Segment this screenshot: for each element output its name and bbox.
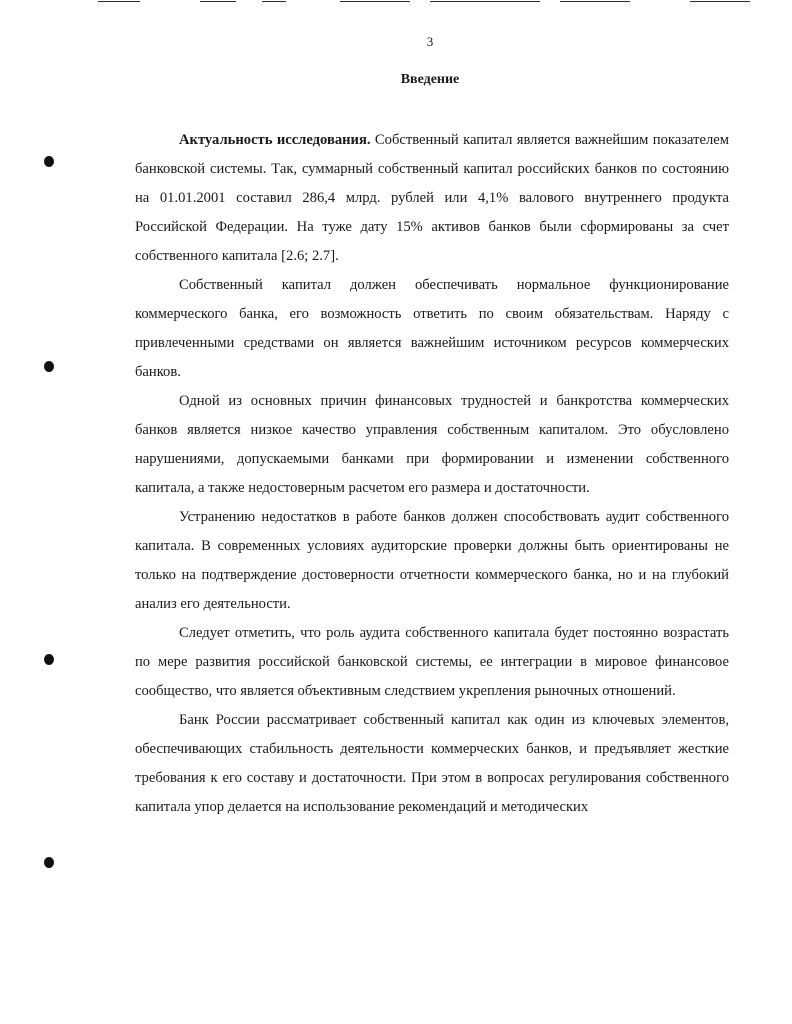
- scan-artifact-top-4: [340, 1, 410, 2]
- punch-hole-2: [44, 361, 54, 372]
- punch-hole-4: [44, 857, 54, 868]
- scan-artifact-top-1: [98, 1, 140, 2]
- scan-artifact-top-3: [262, 1, 286, 2]
- scan-artifact-top-7: [690, 1, 750, 2]
- paragraph-2: Собственный капитал должен обеспечивать нормальное функционирование коммерческого банка, его возможность ответить по своим обязательствам. Наряду с привлеченными средствами он является важнейшим источником ресурсов коммерческих банков.: [135, 277, 729, 380]
- paragraph-3: Одной из основных причин финансовых трудностей и банкротства коммерческих банков является низкое качество управления собственным капиталом. Это обусловлено нарушениями, допускаемыми банками при формировании и изменении собственного капитала, а также недостоверным расчетом его размера и достаточности.: [135, 393, 729, 496]
- page-number: 3: [426, 34, 434, 49]
- paragraph-4: Устранению недостатков в работе банков должен способствовать аудит собственного капитала. В современных условиях аудиторские проверки должны быть ориентированы не только на подтверждение достоверности отчетности коммерческого банка, но и на глубокий анализ его деятельности.: [135, 509, 729, 612]
- scan-artifact-top-5: [430, 1, 540, 2]
- paragraph-1: [135, 126, 729, 271]
- paragraph-5: Следует отметить, что роль аудита собственного капитала будет постоянно возрастать по мере развития российской банковской системы, ее интеграции в мировое финансовое сообщество, что является объективным следствием укрепления рыночных отношений.: [135, 625, 729, 699]
- paragraph-lead: Актуальность исследования.: [179, 132, 371, 148]
- scan-artifact-top-6: [560, 1, 630, 2]
- section-heading: Введение: [400, 72, 460, 87]
- document-body: [135, 126, 729, 822]
- paragraph-6: Банк России рассматривает собственный капитал как один из ключевых элементов, обеспечивающих стабильность деятельности коммерческих банков, и предъявляет жесткие требования к его составу и достаточности. При этом в вопросах регулирования собственного капитала упор делается на использование рекомендаций и методических: [135, 712, 729, 815]
- punch-hole-1: [44, 156, 54, 167]
- punch-hole-3: [44, 654, 54, 665]
- paragraph-text: Собственный капитал является важнейшим показателем банковской системы. Так, суммарный собственный капитал российских банков по состоянию на 01.01.2001 составил 286,4 млрд. рублей или 4,1% валового внутреннего продукта Российской Федерации. На туже дату 15% активов банков были сформированы за счет собственного капитала [2.6; 2.7].: [135, 132, 729, 264]
- scan-artifact-top-2: [200, 1, 236, 2]
